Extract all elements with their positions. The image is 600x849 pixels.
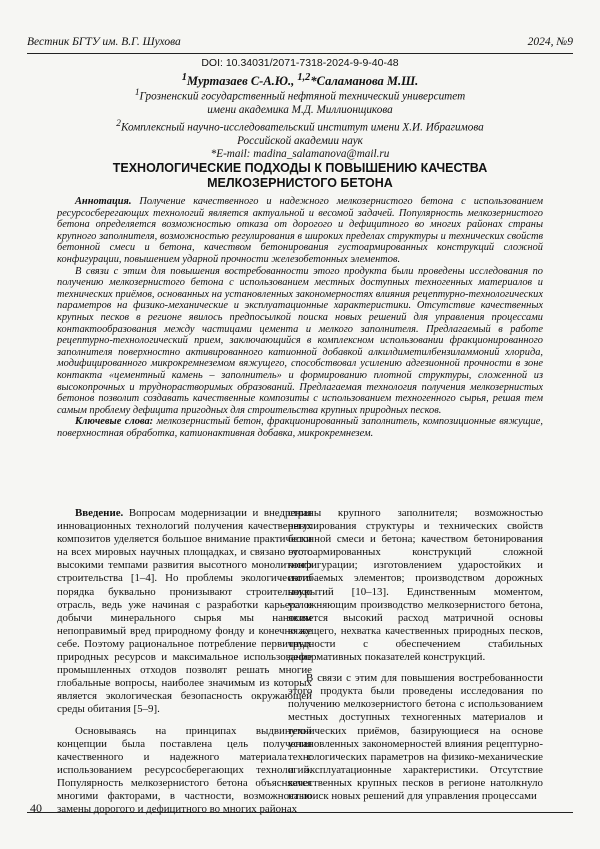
journal-name: Вестник БГТУ им. В.Г. Шухова	[27, 36, 181, 48]
running-header	[27, 36, 573, 52]
keywords-label: Ключевые слова:	[75, 416, 154, 428]
right-p1: страны крупного заполнителя; возможностью регулирования структуры и технических свойств бетонной смеси и бетона; качеством бетонирования густоармированных конструкций сложной конфигурации; изготовлением удароcтойких и изгибаемых элементов; производством дорожных покрытий [10–13]. Единственным моментом, усложняющим производство мелкозернистого бетона, является высокий расход матричной основы вяжущего, нехватка качественных природных песков, трудности с обеспечением стабильных деформативных показателей конструкций.	[288, 507, 543, 664]
keywords	[57, 416, 543, 439]
left-column	[57, 507, 312, 816]
title-line1: ТЕХНОЛОГИЧЕСКИЕ ПОДХОДЫ К ПОВЫШЕНИЮ КАЧЕСТВА	[112, 161, 488, 175]
author1: Муртазаев С-А.Ю.,	[186, 74, 298, 89]
page-number: 40	[30, 801, 42, 815]
aff1-sup: 1	[134, 88, 140, 98]
aff2-line1	[60, 118, 540, 135]
aff1-text: Грозненский государственный нефтяной технический университет	[139, 90, 466, 103]
author2: *Саламанова М.Ш.	[310, 74, 419, 89]
intro-p1-text: Вопросам модернизации и внедрения инновационных технологий получения качественных композитов уделяется большое внимание практически на всех мировых научных площадках, и связано это с высокими темпами развития высотного монолитного строительства [1–4]. Но проблемы экологического порядка буквально пронизывают строительную отрасль, ведь уже начиная с разработки карьера и добычи минерального сырья мы наносим непоправимый вред природному фонду и конечно же себе. Поэтому рациональное потребление первичных природных ресурсов и максимальное использование промышленных отходов позволят решать многие глобальные вопросы, наиболее значимым из которых является экологическая безопасность окружающей среды обитания [5–9].	[57, 507, 312, 716]
keywords-text: мелкозернистый бетон, фракционированный заполнитель, композиционные вяжущие, поверхностная обработка, катионактивная добавка, микрокремнезем.	[57, 416, 543, 439]
abstract	[57, 196, 543, 439]
aff1-line2: имени академика М.Д. Миллионщикова	[207, 104, 393, 117]
aff1-line1	[60, 87, 540, 104]
header-rule	[27, 53, 573, 54]
right-p2: В связи с этим для повышения востребованности этого продукта были проведены исследования по получению мелкозернистого бетона с использованием местных доступных техногенных материалов и технических приёмов, базирующиеся на основе установленных закономерностей влияния рецептурно-технологических параметров на физико-механические и эксплуатационные характеристики. Отсутствие качественных крупных песков в регионе натолкнуло на поиск новых решений для управления процессами	[288, 672, 543, 802]
issue-number: 2024, №9	[527, 36, 573, 48]
doi: DOI: 10.34031/2071-7318-2024-9-9-40-48	[201, 57, 399, 69]
abstract-p1	[57, 196, 543, 266]
intro-label: Введение.	[75, 507, 124, 519]
author1-sup: 1	[181, 72, 187, 83]
abstract-label: Аннотация.	[75, 196, 132, 207]
intro-p2: Основываясь на принципах выдвинутой концепции была поставлена цель получения качественного и надежного материала с использованием ресурсосберегающих технологий. Популярность мелкозернистого бетона объясняется многими факторами, в частности, возможностью замены дорогого и дефицитного во многих районах	[57, 724, 312, 816]
affiliations	[60, 87, 540, 162]
intro-p1	[57, 507, 312, 717]
email: *E-mail: madina_salamanova@mail.ru	[210, 148, 390, 161]
abstract-p2: В связи с этим для повышения востребованности этого продукта были проведены исследования по получению мелкозернистого бетона с использованием местных доступных техногенных материалов и технических приёмов, основанных на установленных закономерностях влияния рецептурно-технологических параметров на физико-механические и эксплуатационные характеристики. Отсутствие качественных крупных песков в регионе явилось предпосылкой поиска новых решений для управления процессами контактообразования между частицами цемента и мелкого заполнителя. Предлагаемый в работе рецептурно-технологический прием, заключающийся в комплексном использовании фракционированного заполнителя поверхностно активированного катионной добавкой алкилдиметилбензиламмоний хлорида, модифицированного микрокремнеземом вяжущего, способствовал усилению адгезионной прочности в зоне контакта «цементный камень – заполнитель» и формированию плотной структуры, сложенной из высокопрочных и труднорастворимых образований. Предлагаемая технология получения мелкозернистых бетонов позволит создавать качественные композиты с использованием техногенного сырья, решая тем самым проблему дефицита пригодных для строительства крупных природных песков.	[57, 265, 543, 416]
article-title	[40, 161, 560, 191]
author2-sup: 1,2	[297, 72, 311, 83]
abstract-p1-text: Получение качественного и надежного мелкозернистого бетона с использованием ресурсосберегающих технологий является актуальной и весомой задачей. Популярность мелкозернистого бетона определяется возможностью отказа от дорогого и дефицитного во многих районах страны крупного заполнителя, возможностью регулирования в широких пределах структуры и технических свойств бетонной смеси и бетона, качеством бетонирования густоармированных конструкций сложной конфигурации, повышением ударной прочности железобетонных элементов.	[57, 196, 543, 265]
footer-rule	[27, 812, 573, 813]
aff2-sup: 2	[116, 118, 121, 129]
title-line2: МЕЛКОЗЕРНИСТОГО БЕТОНА	[207, 176, 393, 190]
aff2-line2: Российской академии наук	[237, 134, 363, 147]
aff2-text: Комплексный научно-исследовательский институт имени Х.И. Ибрагимова	[120, 121, 484, 134]
right-column	[288, 507, 543, 803]
